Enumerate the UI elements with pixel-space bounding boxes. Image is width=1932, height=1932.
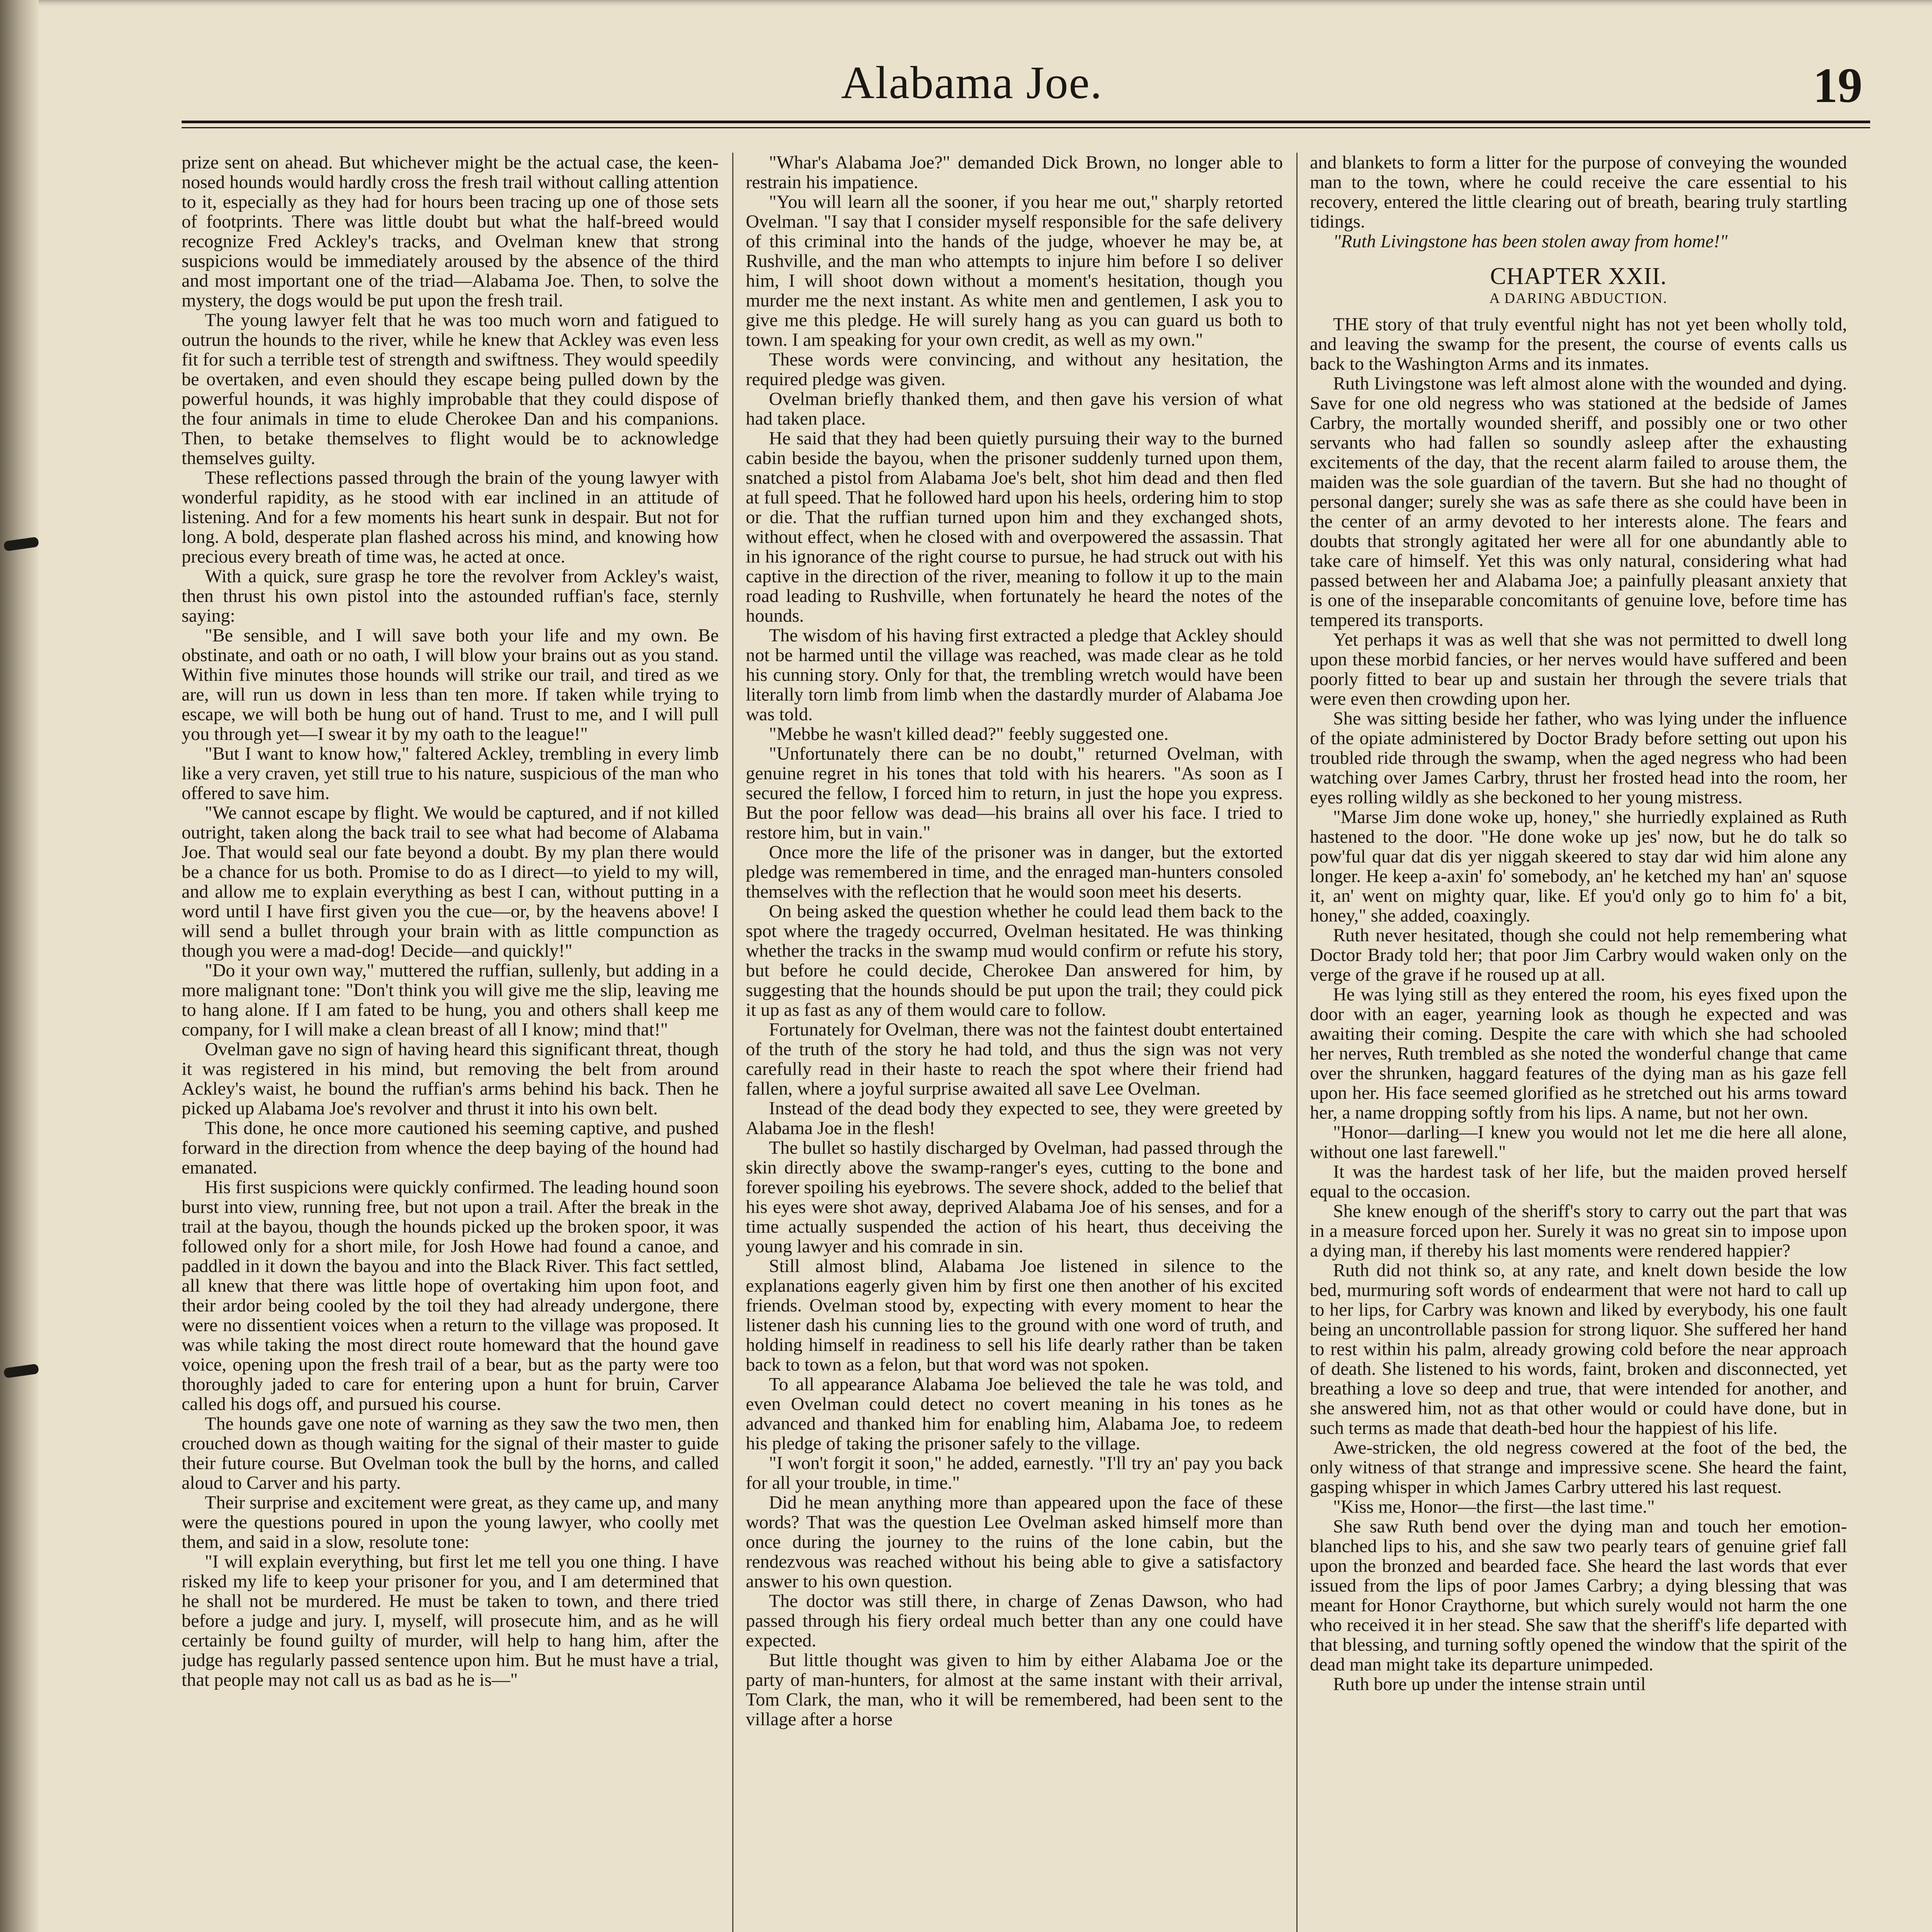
paragraph: Fortunately for Ovelman, there was not the faintest doubt entertained of the truth of the story he had told, and thus the sign was not very carefully read in their haste to reach the spot where their friend had fallen, where a joyful surprise awaited all save Lee Ovelman. — [746, 1019, 1283, 1099]
paragraph: "You will learn all the sooner, if you hear me out," sharply retorted Ovelman. "I say that I consider myself responsible for the safe delivery of this criminal into the hands of the judge, whoever he may be, at Rushville, and the man who attempts to injure him before I so deliver him, I will shoot down without a moment's hesitation, though you murder me the next instant. As white men and gentlemen, I ask you to give me this pledge. He will surely hang as you can guard us both to town. I am speaking for your own credit, as well as my own." — [746, 192, 1283, 350]
binding-hole — [3, 1364, 39, 1378]
paragraph: With a quick, sure grasp he tore the revolver from Ackley's waist, then thrust his own pistol into the astounded ruffian's face, sternly saying: — [182, 566, 719, 626]
paragraph: Ruth never hesitated, though she could not help remembering what Doctor Brady told her; that poor Jim Carbry would waken only on the verge of the grave if he roused up at all. — [1310, 925, 1847, 985]
paragraph: "We cannot escape by flight. We would be captured, and if not killed outright, taken along the back trail to see what had become of Alabama Joe. That would seal our fate beyond a doubt. By my plan there would be a chance for us both. Promise to do as I direct—to yield to my will, and allow me to explain everything as best I can, without putting in a word until I have first given you the cue—or, by the heavens above! I will send a bullet through your brain with as little compunction as though you were a mad-dog! Decide—and quickly!" — [182, 803, 719, 961]
paragraph: "I will explain everything, but first let me tell you one thing. I have risked my life to keep your prisoner for you, and I am determined that he shall not be murdered. He must be taken to town, and there tried before a judge and jury. I, myself, will prosecute him, and as he will certainly be found guilty of murder, will help to hang him, after the judge has regularly passed sentence upon him. But he must have a trial, that people may not call us as bad as he is—" — [182, 1551, 719, 1690]
paragraph: "Do it your own way," muttered the ruffian, sullenly, but adding in a more malignant tone: "Don't think you will give me the slip, leaving me to hang alone. If I am fated to be hung, you and others shall keep me company, for I will make a clean breast of all I know; mind that!" — [182, 960, 719, 1040]
paragraph: "Honor—darling—I knew you would not let me die here all alone, without one last farewell." — [1310, 1122, 1847, 1162]
paragraph: These reflections passed through the brain of the young lawyer with wonderful rapidity, as he stood with ear inclined in an attitude of listening. And for a few moments his heart sunk in despair. But not for long. A bold, desperate plan flashed across his mind, and knowing how precious every breath of time was, he acted at once. — [182, 468, 719, 567]
paragraph: Ovelman briefly thanked them, and then gave his version of what had taken place. — [746, 389, 1283, 429]
paragraph: Ovelman gave no sign of having heard this significant threat, though it was registered in his mind, but removing the belt from around Ackley's waist, he bound the ruffian's arms behind his back. Then he picked up Alabama Joe's revolver and thrust it into his own belt. — [182, 1039, 719, 1119]
paragraph: "Be sensible, and I will save both your life and my own. Be obstinate, and oath or no oath, I will blow your brains out as you stand. Within five minutes those hounds will strike our trail, and tired as we are, will run us down in less than ten more. If taken while trying to escape, we will both be hung out of hand. Trust to me, and I will pull you through yet—I swear it by my oath to the league!" — [182, 625, 719, 744]
paragraph: The bullet so hastily discharged by Ovelman, had passed through the skin directly above the swamp-ranger's eyes, cutting to the bone and forever spoiling his eyebrows. The severe shock, added to the belief that his eyes were shot away, deprived Alabama Joe of his senses, and for a time actually suspended the action of his heart, thus deceiving the young lawyer and his comrade in sin. — [746, 1138, 1283, 1257]
paragraph: He was lying still as they entered the room, his eyes fixed upon the door with an eager, yearning look as though he expected and was awaiting their coming. Despite the care with which she had schooled her nerves, Ruth trembled as she noted the wonderful change that came over the shrunken, haggard features of the dying man as his gaze fell upon her. His face seemed glorified as he stretched out his arms toward her, a name dropping softly from his lips. A name, but not her own. — [1310, 984, 1847, 1123]
paragraph: These words were convincing, and without any hesitation, the required pledge was given. — [746, 349, 1283, 389]
paragraph: To all appearance Alabama Joe believed the tale he was told, and even Ovelman could detect no covert meaning in his tones as he advanced and thanked him for enabling him, Alabama Joe, to redeem his pledge of taking the prisoner safely to the village. — [746, 1374, 1283, 1454]
paragraph: But little thought was given to him by either Alabama Joe or the party of man-hunters, for almost at the same instant with their arrival, Tom Clark, the man, who it will be remembered, had been sent to the village after a horse — [746, 1650, 1283, 1730]
paragraph: Ruth Livingstone was left almost alone with the wounded and dying. Save for one old negress who was stationed at the bedside of James Carbry, the mortally wounded sheriff, and possibly one or two other servants who had fallen so soundly asleep after the exhausting excitements of the day, that the recent alarm failed to arouse them, the maiden was the sole guardian of the tavern. But she had no thought of personal danger; surely she was as safe there as she could have been in the center of an army devoted to her interests alone. The fears and doubts that strongly agitated her were all for one abundantly able to take care of himself. Yet this was only natural, considering what had passed between her and Alabama Joe; a painfully pleasant anxiety that is one of the inseparable concomitants of genuine love, before time has tempered its transports. — [1310, 373, 1847, 630]
paragraph: Instead of the dead body they expected to see, they were greeted by Alabama Joe in the flesh! — [746, 1098, 1283, 1138]
paragraph: and blankets to form a litter for the purpose of conveying the wounded man to the town, where he could receive the care essential to his recovery, entered the little clearing out of breath, bearing truly startling tidings. — [1310, 153, 1847, 232]
paragraph: He said that they had been quietly pursuing their way to the burned cabin beside the bayou, when the prisoner suddenly turned upon them, snatched a pistol from Alabama Joe's belt, shot him dead and then fled at full speed. That he followed hard upon his heels, ordering him to stop or die. That the ruffian turned upon him and they exchanged shots, without effect, when he closed with and overpowered the assassin. That in his ignorance of the right course to pursue, he had struck out with his captive in the direction of the river, meaning to follow it up to the main road leading to Rushville, when fortunately he heard the notes of the hounds. — [746, 428, 1283, 626]
header-rule — [182, 121, 1870, 128]
column-divider — [1296, 153, 1298, 1932]
paragraph: Once more the life of the prisoner was in danger, but the extorted pledge was remembered in time, and the enraged man-hunters consoled themselves with the reflection that he would soon meet his deserts. — [746, 842, 1283, 902]
paragraph: She was sitting beside her father, who was lying under the influence of the opiate administered by Doctor Brady before setting out upon his troubled ride through the swamp, when the aged negress who had been watching over James Carbry, thrust her frosted head into the room, her eyes rolling wildly as she beckoned to her young mistress. — [1310, 708, 1847, 808]
paragraph: "But I want to know how," faltered Ackley, trembling in every limb like a very craven, yet still true to his nature, suspicious of the man who offered to save him. — [182, 743, 719, 803]
paragraph: This done, he once more cautioned his seeming captive, and pushed forward in the direction from whence the deep baying of the hound had emanated. — [182, 1118, 719, 1178]
paragraph: It was the hardest task of her life, but the maiden proved herself equal to the occasion. — [1310, 1162, 1847, 1202]
chapter-subheading: A DARING ABDUCTION. — [1489, 290, 1668, 306]
paragraph: Still almost blind, Alabama Joe listened in silence to the explanations eagerly given him by first one then another of his excited friends. Ovelman stood by, expecting with every moment to hear the listener dash his cunning lies to the ground with one word of truth, and holding himself in readiness to sell his life dearly rather than be taken back to town as a felon, but that word was not spoken. — [746, 1256, 1283, 1375]
paragraph: The doctor was still there, in charge of Zenas Dawson, who had passed through his fiery ordeal much better than any one could have expected. — [746, 1591, 1283, 1651]
paragraph: The hounds gave one note of warning as they saw the two men, then crouched down as though waiting for the signal of their master to guide their future course. But Ovelman took the bull by the horns, and called aloud to Carver and his party. — [182, 1413, 719, 1493]
page-number: 19 — [1813, 58, 1862, 113]
binding-gutter — [0, 0, 39, 1932]
text-column-2 — [746, 153, 1283, 1932]
paragraph: The wisdom of his having first extracted a pledge that Ackley should not be harmed until the village was reached, was made clear as he told his cunning story. Only for that, the trembling wretch would have been literally torn limb from limb when the dastardly murder of Alabama Joe was told. — [746, 625, 1283, 724]
paragraph: "Mebbe he wasn't killed dead?" feebly suggested one. — [769, 724, 1169, 744]
paragraph: "Unfortunately there can be no doubt," returned Ovelman, with genuine regret in his tones that told with his hearers. "As soon as I secured the fellow, I forced him to return, in just the hope you express. But the poor fellow was dead—his brains all over his face. I tried to restore him, but in vain." — [746, 743, 1283, 843]
paragraph: "Marse Jim done woke up, honey," she hurriedly explained as Ruth hastened to the door. "He done woke up jes' now, but he do talk so pow'ful quar dat dis yer niggah skeered to stay dar wid him alone any longer. He keep a-axin' fo' somebody, an' he ketched my han' an' squose it, an' went on mighty quar, like. Ef you'd only go to him fo' a bit, honey," she added, coaxingly. — [1310, 807, 1847, 926]
paragraph: His first suspicions were quickly confirmed. The leading hound soon burst into view, running free, but not upon a trail. After the break in the trail at the bayou, though the hounds picked up the broken spoor, it was followed only for a short mile, for Josh Howe had found a canoe, and paddled in it down the bayou and into the Black River. This fact settled, all knew that there was little hope of overtaking him upon foot, and their ardor being cooled by the toil they had already undergone, there were no dissentient voices when a return to the village was proposed. It was while taking the most direct route homeward that the hound gave voice, opening upon the fresh trail of a bear, but as the party were too thoroughly jaded to care for entering upon a hunt for bruin, Carver called his dogs off, and pursued his course. — [182, 1177, 719, 1414]
paragraph: On being asked the question whether he could lead them back to the spot where the tragedy occurred, Ovelman hesitated. He was thinking whether the tracks in the swamp mud would confirm or refute his story, but before he could decide, Cherokee Dan answered for him, by suggesting that the hounds should be put upon the trail; they could pick it up as fast as any of them would care to follow. — [746, 901, 1283, 1020]
paragraph: Ruth bore up under the intense strain until — [1333, 1674, 1646, 1694]
paragraph: Ruth did not think so, at any rate, and knelt down beside the low bed, murmuring soft words of endearment that were not hard to call up to her lips, for Carbry was known and liked by everybody, his one fault being an uncontrollable passion for strong liquor. She suffered her hand to rest within his palm, already growing cold before the near approach of death. She listened to his words, faint, broken and disconnected, yet breathing a love so deep and true, that were intended for another, and she answered him, not as that other would or could have done, but in such terms as made that death-bed hour the happiest of his life. — [1310, 1260, 1847, 1438]
text-column-1 — [182, 153, 719, 1932]
paragraph: prize sent on ahead. But whichever might be the actual case, the keen-nosed hounds would hardly cross the fresh trail without calling attention to it, especially as they had for hours been tracing up one of those sets of footprints. There was little doubt but what the half-breed would recognize Fred Ackley's tracks, and Ovelman knew that strong suspicions would be immediately aroused by the absence of the third and most important one of the triad—Alabama Joe. Then, to solve the mystery, the dogs would be put upon the fresh trail. — [182, 153, 719, 311]
binding-hole — [3, 537, 39, 551]
paragraph: Awe-stricken, the old negress cowered at the foot of the bed, the only witness of that strange and impressive scene. She heard the faint, gasping whisper in which James Carbry uttered his last request. — [1310, 1437, 1847, 1497]
italic-quote: "Ruth Livingstone has been stolen away from home!" — [1333, 231, 1728, 252]
paragraph: "I won't forgit it soon," he added, earnestly. "I'll try an' pay you back for all your trouble, in time." — [746, 1453, 1283, 1493]
paragraph: She saw Ruth bend over the dying man and touch her emotion-blanched lips to his, and she saw two pearly tears of genuine grief fall upon the bronzed and bearded face. She heard the last words that ever issued from the lips of poor James Carbry; a dying blessing that was meant for Honor Craythorne, but which surely would not harm the one who received it in her stead. She saw that the sheriff's life departed with that blessing, and turning softly opened the window that the spirit of the dead man might take its departure unimpeded. — [1310, 1516, 1847, 1675]
paragraph: "Whar's Alabama Joe?" demanded Dick Brown, no longer able to restrain his impatience. — [746, 153, 1283, 192]
paragraph: The young lawyer felt that he was too much worn and fatigued to outrun the hounds to the river, while he knew that Ackley was even less fit for such a terrible test of strength and swiftness. They would speedily be overtaken, and even should they escape being pulled down by the powerful hounds, it was highly improbable that they could dispose of the four animals in time to elude Cherokee Dan and his companions. Then, to betake themselves to flight would be to acknowledge themselves guilty. — [182, 310, 719, 468]
paragraph: "Kiss me, Honor—the first—the last time." — [1333, 1497, 1655, 1517]
paragraph: Their surprise and excitement were great, as they came up, and many were the questions poured in upon the young lawyer, who coolly met them, and said in a slow, resolute tone: — [182, 1492, 719, 1552]
paragraph: THE story of that truly eventful night has not yet been wholly told, and leaving the swamp for the present, the course of events calls us back to the Washington Arms and its inmates. — [1310, 314, 1847, 374]
chapter-heading: CHAPTER XXII. — [1490, 263, 1667, 289]
column-divider — [732, 153, 733, 1932]
paragraph: She knew enough of the sheriff's story to carry out the part that was in a measure forced upon her. Surely it was no great sin to impose upon a dying man, if thereby his last moments were rendered happier? — [1310, 1201, 1847, 1261]
paragraph: Did he mean anything more than appeared upon the face of these words? That was the question Lee Ovelman asked himself more than once during the journey to the ruins of the lone cabin, but the rendezvous was reached without his being able to give a satisfactory answer to his own question. — [746, 1492, 1283, 1592]
running-head-title: Alabama Joe. — [841, 57, 1103, 108]
paragraph: Yet perhaps it was as well that she was not permitted to dwell long upon these morbid fancies, or her nerves would have suffered and been poorly fitted to bear up and sustain her through the severe trials that were even then crowding upon her. — [1310, 629, 1847, 709]
text-column-3 — [1310, 153, 1847, 1932]
